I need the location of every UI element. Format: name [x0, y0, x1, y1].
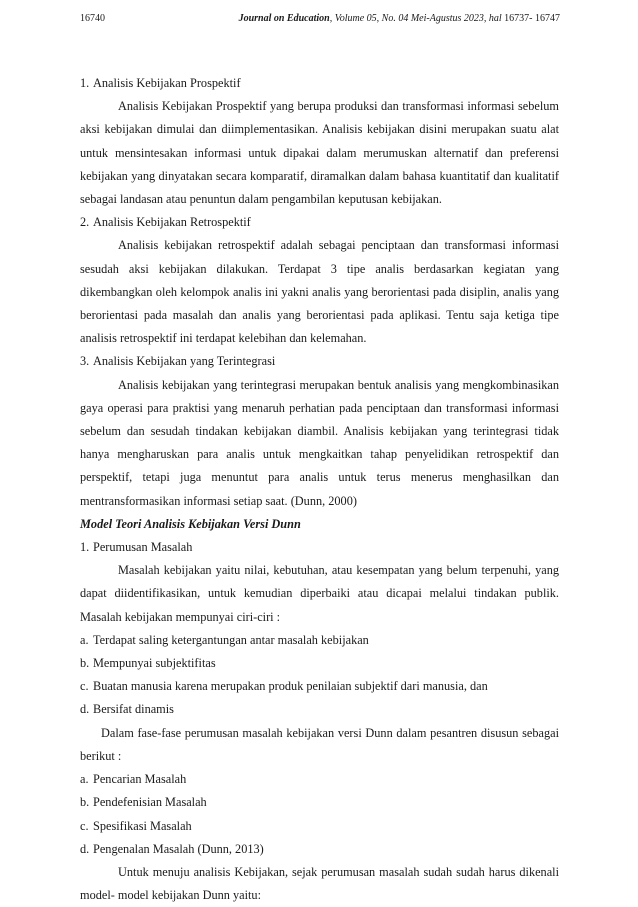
list-marker: a. — [80, 772, 89, 787]
journal-volume: , Volume 05, No. 04 Mei-Agustus 2023, hal — [329, 13, 502, 24]
paragraph: Analisis kebijakan retrospektif adalah sebagai penciptaan dan transformasi informasi sesudah aksi kebijakan dilakukan. Terdapat 3 tipe analis berdasarkan kegiatan yang dikembangkan oleh kelompok analis ini yakni analis yang berorientasi pada disiplin, analis yang berorientasi pada masalah dan analis yang berorientasi pada aplikasi. Tentu saja ketiga tipe analisis retrospektif ini terdapat kelebihan dan kelemahan. — [80, 238, 559, 346]
list-text: Terdapat saling ketergantungan antar masalah kebijakan — [93, 632, 369, 647]
section-number: 3. — [80, 354, 90, 369]
list-item — [80, 652, 559, 675]
list-text: Pencarian Masalah — [93, 772, 187, 787]
running-header — [239, 13, 560, 24]
section-title: Analisis Kebijakan Prospektif — [93, 76, 241, 90]
page-number: 16740 — [80, 13, 105, 24]
section-title: Analisis Kebijakan Retrospektif — [93, 215, 251, 230]
section-number: 2. — [80, 215, 90, 230]
list-item — [80, 698, 559, 721]
list-item — [80, 675, 559, 698]
list-item — [80, 815, 559, 838]
list-marker: b. — [80, 656, 90, 671]
paragraph: Dalam fase-fase perumusan masalah kebijakan versi Dunn dalam pesantren disusun sebagai berikut : — [80, 725, 559, 763]
body-text — [80, 72, 559, 907]
section-number: 1. — [80, 76, 90, 90]
list-text: Pengenalan Masalah (Dunn, 2013) — [93, 841, 264, 856]
list-text: Mempunyai subjektifitas — [93, 656, 216, 671]
journal-pages: 16737- 16747 — [501, 13, 560, 24]
section-heading — [80, 72, 559, 95]
list-text: Buatan manusia karena merupakan produk penilaian subjektif dari manusia, dan — [93, 679, 488, 694]
paragraph: Untuk menuju analisis Kebijakan, sejak perumusan masalah sudah sudah harus dikenali model- model kebijakan Dunn yaitu: — [80, 864, 559, 903]
list-marker: d. — [80, 841, 90, 856]
journal-name: Journal on Education — [238, 13, 330, 24]
list-marker: b. — [80, 795, 90, 810]
model-heading: Model Teori Analisis Kebijakan Versi Dunn — [80, 516, 301, 531]
section-heading — [80, 211, 559, 234]
list-marker: d. — [80, 702, 90, 717]
list-text: Pendefenisian Masalah — [93, 795, 207, 810]
section-title: Perumusan Masalah — [93, 540, 193, 555]
paragraph: Analisis Kebijakan Prospektif yang berupa produksi dan transformasi informasi sebelum aksi kebijakan dimulai dan diimplementasikan. Analisis kebijakan disini merupakan suatu alat untuk mensintesakan informasi untuk dipakai dalam merumuskan alternatif dan preferensi kebijakan yang dinyatakan secara komparatif, diramalkan dalam bahasa kuantitatif dan kualitatif sebagai landasan atau penuntun dalam pengambilan keputusan kebijakan. — [80, 99, 559, 207]
list-item — [80, 791, 559, 814]
section-number: 1. — [80, 540, 90, 555]
paragraph: Analisis kebijakan yang terintegrasi merupakan bentuk analisis yang mengkombinasikan gaya operasi para praktisi yang menaruh perhatian pada penciptaan dan transformasi informasi sebelum dan sesudah tindakan kebijakan diambil. Analisis kebijakan yang terintegrasi tidak hanya mengharuskan para analis untuk mengkaitkan tahap penyelidikan retrospektif dan perspektif, tetapi juga menuntut para analis untuk terus menerus menghasilkan dan mentransformasikan informasi setiap saat. (Dunn, 2000) — [80, 377, 559, 508]
paragraph: Masalah kebijakan yaitu nilai, kebutuhan, atau kesempatan yang belum terpenuhi, yang dapat diidentifikasikan, untuk kemudian diperbaiki atau dicapai melalui tindakan publik. Masalah kebijakan mempunyai ciri-ciri : — [80, 563, 559, 624]
section-heading — [80, 536, 559, 559]
ciri-list — [80, 629, 559, 722]
list-item — [80, 838, 559, 861]
list-text: Bersifat dinamis — [93, 702, 174, 717]
list-marker: c. — [80, 818, 89, 833]
fase-list — [80, 768, 559, 861]
list-item — [80, 768, 559, 791]
section-title: Analisis Kebijakan yang Terintegrasi — [93, 354, 276, 369]
section-heading — [80, 350, 559, 373]
list-marker: c. — [80, 679, 89, 694]
list-text: Spesifikasi Masalah — [93, 818, 192, 833]
list-item — [80, 629, 559, 652]
list-marker: a. — [80, 632, 89, 647]
